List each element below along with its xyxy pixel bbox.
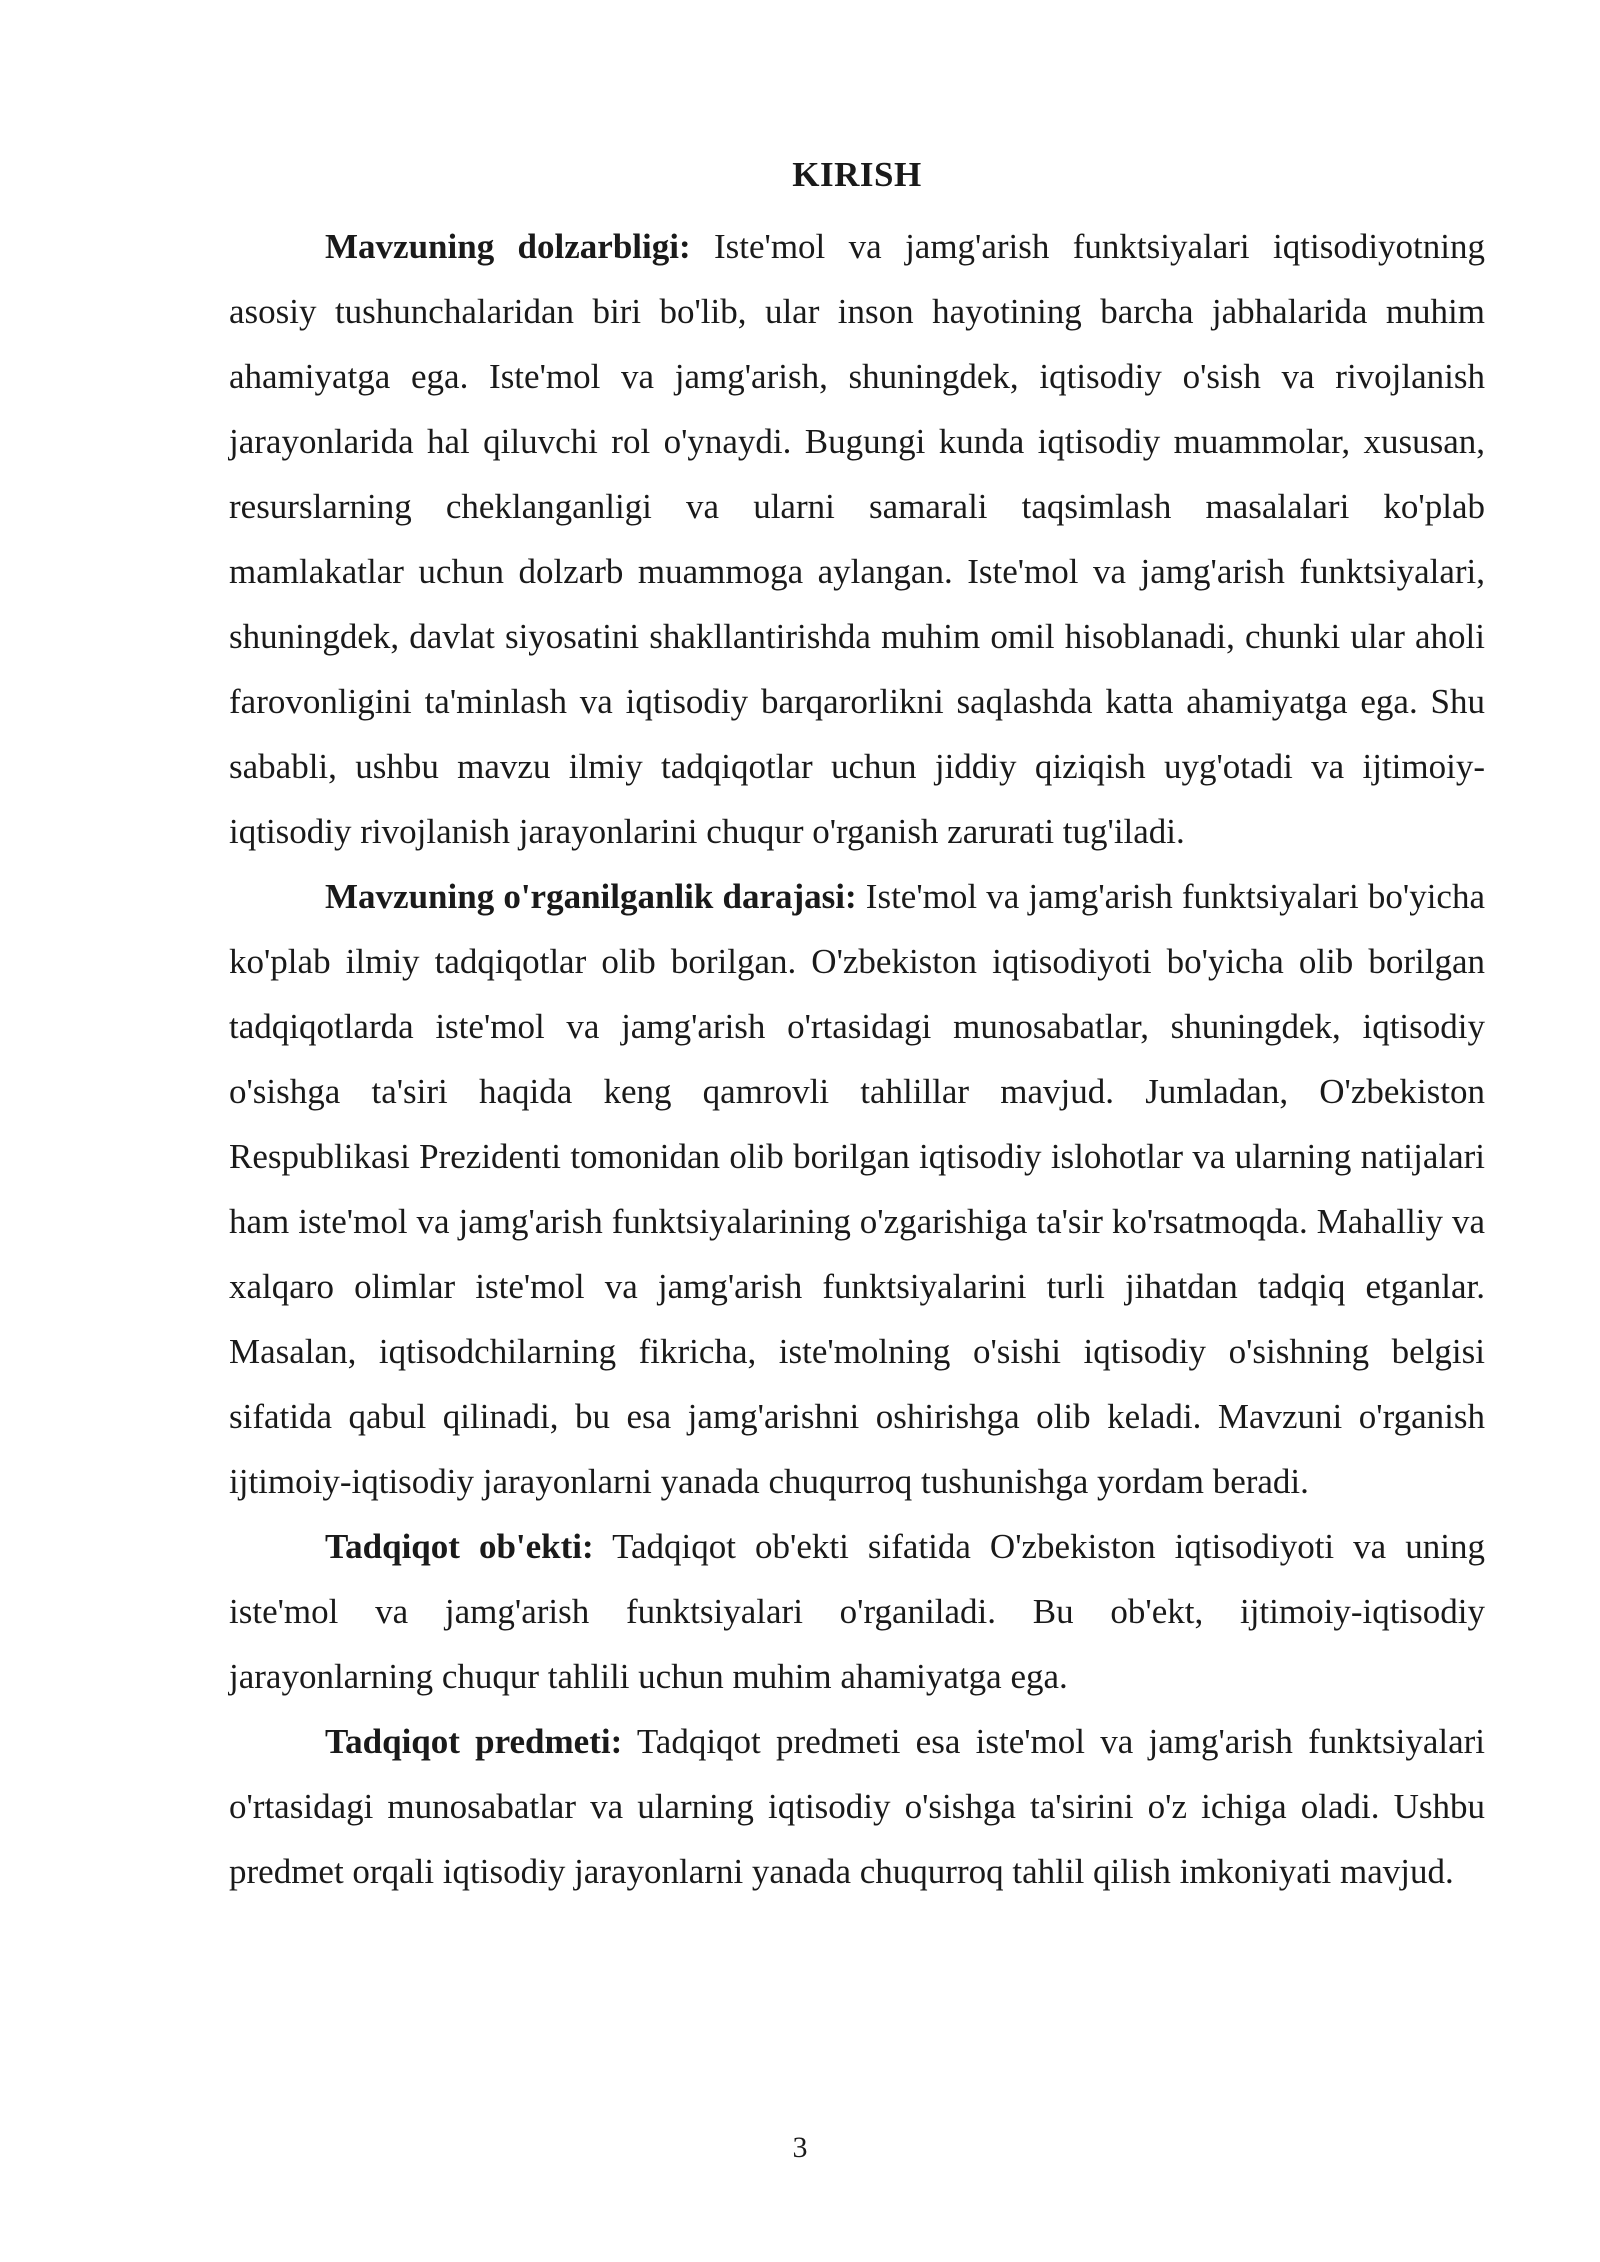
paragraph-label: Mavzuning dolzarbligi:: [325, 227, 691, 266]
paragraph-research-object: [229, 1514, 1485, 1709]
paragraph-study-level: [229, 864, 1485, 1514]
paragraph-label: Mavzuning o'rganilganlik darajasi:: [325, 877, 857, 916]
section-title: KIRISH: [792, 155, 922, 194]
paragraph-text: Tadqiqot predmeti esa iste'mol va jamg'arish funktsiyalari o'rtasidagi munosabatlar va ularning iqtisodiy o'sishga ta'sirini o'z ichiga oladi. Ushbu predmet orqali iqtisodiy jarayonlarni yanada chuqurroq tahlil qilish imkoniyati mavjud.: [229, 1722, 1485, 1891]
paragraph-relevance: [229, 214, 1485, 864]
paragraph-text: Iste'mol va jamg'arish funktsiyalari iqtisodiyotning asosiy tushunchalaridan biri bo'lib, ular inson hayotining barcha jabhalarida muhim ahamiyatga ega. Iste'mol va jamg'arish, shuningdek, iqtisodiy o'sish va rivojlanish jarayonlarida hal qiluvchi rol o'ynaydi. Bugungi kunda iqtisodiy muammolar, xususan, resurslarning cheklanganligi va ularni samarali taqsimlash masalalari ko'plab mamlakatlar uchun dolzarb muammoga aylangan. Iste'mol va jamg'arish funktsiyalari, shuningdek, davlat siyosatini shakllantirishda muhim omil hisoblanadi, chunki ular aholi farovonligini ta'minlash va iqtisodiy barqarorlikni saqlashda katta ahamiyatga ega. Shu sababli, ushbu mavzu ilmiy tadqiqotlar uchun jiddiy qiziqish uyg'otadi va ijtimoiy-iqtisodiy rivojlanish jarayonlarini chuqur o'rganish zarurati tug'iladi.: [229, 227, 1485, 851]
page-content: [229, 148, 1485, 1904]
paragraph-research-subject: [229, 1709, 1485, 1904]
paragraph-label: Tadqiqot ob'ekti:: [325, 1527, 594, 1566]
page-number: 3: [792, 2131, 808, 2164]
paragraph-label: Tadqiqot predmeti:: [325, 1722, 623, 1761]
paragraph-text: Iste'mol va jamg'arish funktsiyalari bo'yicha ko'plab ilmiy tadqiqotlar olib borilgan. O'zbekiston iqtisodiyoti bo'yicha olib borilgan tadqiqotlarda iste'mol va jamg'arish o'rtasidagi munosabatlar, shuningdek, iqtisodiy o'sishga ta'siri haqida keng qamrovli tahlillar mavjud. Jumladan, O'zbekiston Respublikasi Prezidenti tomonidan olib borilgan iqtisodiy islohotlar va ularning natijalari ham iste'mol va jamg'arish funktsiyalarining o'zgarishiga ta'sir ko'rsatmoqda. Mahalliy va xalqaro olimlar iste'mol va jamg'arish funktsiyalarini turli jihatdan tadqiq etganlar. Masalan, iqtisodchilarning fikricha, iste'molning o'sishi iqtisodiy o'sishning belgisi sifatida qabul qilinadi, bu esa jamg'arishni oshirishga olib keladi. Mavzuni o'rganish ijtimoiy-iqtisodiy jarayonlarni yanada chuqurroq tushunishga yordam beradi.: [229, 877, 1485, 1501]
paragraph-text: Tadqiqot ob'ekti sifatida O'zbekiston iqtisodiyoti va uning iste'mol va jamg'arish funktsiyalari o'rganiladi. Bu ob'ekt, ijtimoiy-iqtisodiy jarayonlarning chuqur tahlili uchun muhim ahamiyatga ega.: [229, 1527, 1485, 1696]
